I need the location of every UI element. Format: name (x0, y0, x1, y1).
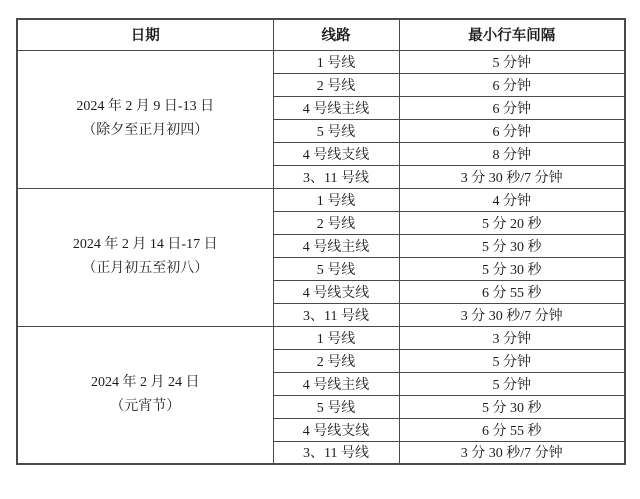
table-row (17, 188, 625, 211)
line-cell: 5 号线 (273, 257, 399, 280)
interval-cell: 5 分 30 秒 (399, 234, 625, 257)
interval-cell: 6 分 55 秒 (399, 280, 625, 303)
line-cell: 2 号线 (273, 349, 399, 372)
interval-cell: 6 分钟 (399, 73, 625, 96)
header-date: 日期 (17, 19, 273, 50)
line-cell: 5 号线 (273, 395, 399, 418)
date-line: 2024 年 2 月 24 日 (91, 374, 200, 390)
train-interval-table (16, 18, 626, 465)
interval-cell: 6 分钟 (399, 96, 625, 119)
interval-cell: 5 分钟 (399, 372, 625, 395)
line-cell: 2 号线 (273, 73, 399, 96)
interval-cell: 5 分钟 (399, 50, 625, 73)
line-cell: 4 号线主线 (273, 234, 399, 257)
table-row (17, 50, 625, 73)
interval-cell: 3 分钟 (399, 326, 625, 349)
line-cell: 3、11 号线 (273, 441, 399, 464)
date-line: 2024 年 2 月 9 日-13 日 (76, 99, 215, 114)
interval-cell: 5 分 30 秒 (399, 395, 625, 418)
line-cell: 3、11 号线 (273, 165, 399, 188)
table-row (17, 326, 625, 349)
interval-cell: 6 分 55 秒 (399, 418, 625, 441)
interval-cell: 8 分钟 (399, 142, 625, 165)
line-cell: 4 号线支线 (273, 142, 399, 165)
line-cell: 4 号线支线 (273, 418, 399, 441)
header-interval: 最小行车间隔 (399, 19, 625, 50)
date-cell (17, 188, 273, 326)
interval-cell: 3 分 30 秒/7 分钟 (399, 165, 625, 188)
line-cell: 4 号线主线 (273, 96, 399, 119)
line-cell: 4 号线主线 (273, 372, 399, 395)
line-cell: 5 号线 (273, 119, 399, 142)
interval-cell: 5 分钟 (399, 349, 625, 372)
line-cell: 4 号线支线 (273, 280, 399, 303)
line-cell: 2 号线 (273, 211, 399, 234)
date-line: （正月初五至初八） (82, 261, 209, 276)
interval-cell: 3 分 30 秒/7 分钟 (399, 441, 625, 464)
line-cell: 1 号线 (273, 326, 399, 349)
header-line: 线路 (273, 19, 399, 50)
line-cell: 1 号线 (273, 188, 399, 211)
header-row (17, 19, 625, 50)
date-line: 2024 年 2 月 14 日-17 日 (72, 237, 218, 252)
date-line: （除夕至正月初四） (82, 123, 209, 138)
date-cell (17, 50, 273, 188)
interval-cell: 3 分 30 秒/7 分钟 (399, 303, 625, 326)
line-cell: 1 号线 (273, 50, 399, 73)
date-cell (17, 326, 273, 464)
interval-cell: 5 分 20 秒 (399, 211, 625, 234)
interval-cell: 4 分钟 (399, 188, 625, 211)
interval-cell: 6 分钟 (399, 119, 625, 142)
line-cell: 3、11 号线 (273, 303, 399, 326)
date-line: （元宵节） (110, 398, 181, 414)
interval-cell: 5 分 30 秒 (399, 257, 625, 280)
